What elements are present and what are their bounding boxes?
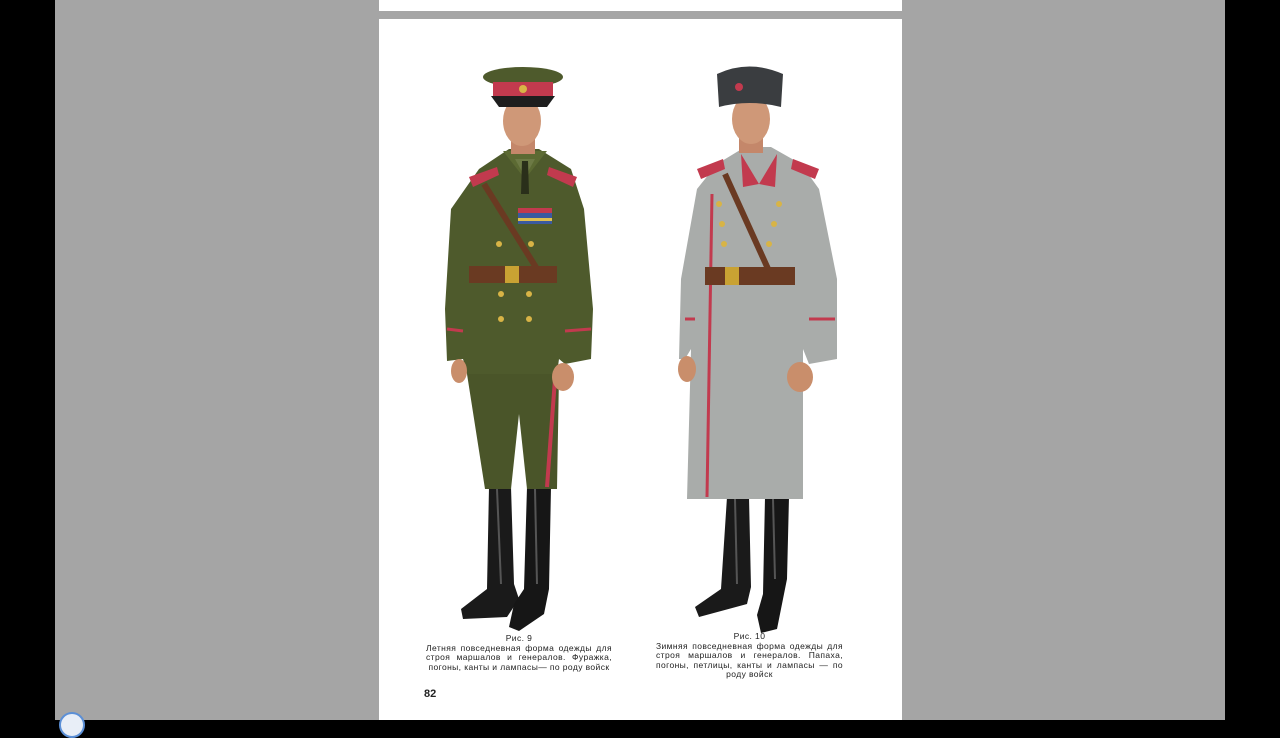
figure-10-illustration (678, 67, 837, 634)
figure-10-text: Зимняя повседневная форма одежды для строя маршалов и генералов. Папаха, погоны, петлицы, канты и лампасы — по роду войск (656, 640, 843, 680)
player-control-button[interactable] (59, 712, 85, 738)
figure-9-label: Рис. 9 (505, 633, 533, 643)
figure-10-caption (656, 632, 843, 680)
figure-10-label: Рис. 10 (733, 631, 766, 641)
figure-9-text: Летняя повседневная форма одежды для строя маршалов и генералов. Фуражка, погоны, канты и лампасы— по роду войск (426, 642, 612, 672)
page-number: 82 (424, 688, 437, 700)
illustration (379, 19, 902, 720)
figure-9-caption (426, 634, 612, 672)
figure-9-illustration (445, 67, 593, 631)
document-page (379, 19, 902, 720)
previous-page-edge (379, 0, 902, 11)
